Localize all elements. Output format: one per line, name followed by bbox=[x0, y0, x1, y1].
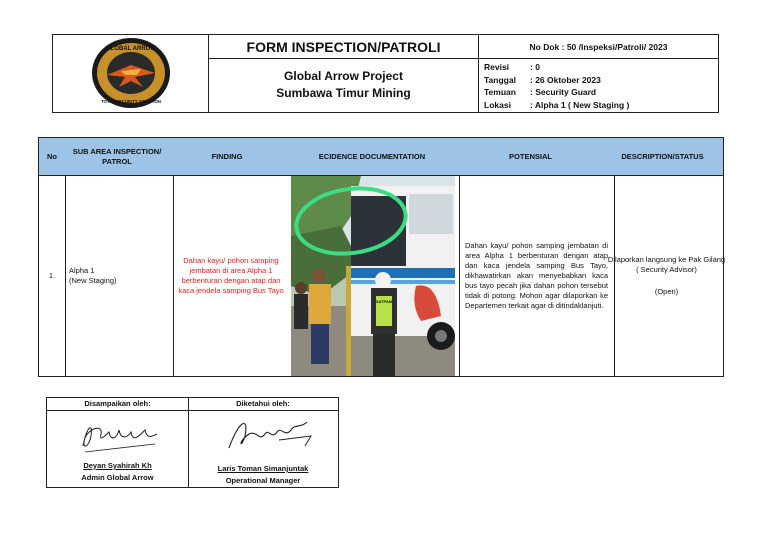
signer-left-name: Deyan Syahirah Kh bbox=[83, 461, 152, 470]
form-header bbox=[52, 34, 719, 113]
column-header-finding: FINDING bbox=[169, 138, 286, 176]
signer-left-role: Admin Global Arrow bbox=[81, 473, 154, 482]
document-meta bbox=[479, 59, 718, 112]
cell-status bbox=[602, 175, 731, 376]
meta-lokasi: Lokasi : Alpha 1 ( New Staging ) bbox=[484, 99, 630, 110]
meta-temuan: Temuan : Security Guard bbox=[484, 87, 597, 97]
status-value: (Open) bbox=[654, 286, 679, 296]
signature-right bbox=[219, 412, 319, 456]
cell-sub-area bbox=[65, 175, 174, 376]
vest-label: SATPAM bbox=[375, 299, 393, 304]
meta-revisi: Revisi : 0 bbox=[484, 62, 540, 72]
global-arrow-logo bbox=[91, 37, 171, 109]
column-header-no: No bbox=[39, 138, 66, 176]
cell-potensial: Dahan kayu/ pohon samping jembatan di area Alpha 1 berbenturan dengan atap dan kaca jendela samping Bus Tayo, dikhawatirkan akan menyebabkan kaca bus tayo pecah jika dahan pohon tersebut tidak di potong. Mohon agar dilaporkan ke Departemen terkait agar di ditindaklanjuti. bbox=[459, 175, 615, 376]
cell-finding: Dahan kayu/ pohon samping jembatan di area Alpha 1 berbenturan dengan atap dan kaca jendela samping Bus Tayo bbox=[169, 175, 294, 376]
signature-left bbox=[75, 416, 165, 456]
inspection-table bbox=[38, 137, 724, 377]
sub-area-line-1: Alpha 1 bbox=[69, 265, 95, 275]
signer-right-name: Laris Toman Simanjuntak bbox=[217, 464, 309, 473]
document-number: No Dok : 50 /Inspeksi/Patroli/ 2023 bbox=[479, 35, 718, 59]
cell-no: 1. bbox=[39, 175, 66, 376]
project-line-2: Sumbawa Timur Mining bbox=[276, 86, 411, 100]
form-title: FORM INSPECTION/PATROLI bbox=[209, 35, 479, 59]
logo-text-bottom: TOTAL SECURITY SOLUTION bbox=[100, 99, 162, 104]
sub-area-line-2: (New Staging) bbox=[69, 275, 117, 285]
column-header-status: DESCRIPTION/STATUS bbox=[602, 138, 723, 176]
project-name bbox=[209, 59, 479, 112]
column-header-potensial: POTENSIAL bbox=[459, 138, 603, 176]
signer-right-role: Operational Manager bbox=[225, 476, 301, 485]
column-header-evidence: ECIDENCE DOCUMENTATION bbox=[285, 138, 460, 176]
meta-tanggal: Tanggal : 26 Oktober 2023 bbox=[484, 74, 601, 85]
status-description: Dilaporkan langsung ke Pak Gilang ( Security Advisor) bbox=[607, 254, 726, 274]
column-header-sub-area: SUB AREA INSPECTION/ PATROL bbox=[65, 138, 170, 176]
signature-header-left: Disampaikan oleh: bbox=[47, 398, 189, 411]
logo-text-top: GLOBAL ARROW bbox=[106, 46, 156, 52]
signature-header-right: Diketahui oleh: bbox=[188, 398, 338, 411]
evidence-photo bbox=[291, 176, 455, 376]
logo-cell bbox=[53, 35, 209, 112]
project-line-1: Global Arrow Project bbox=[284, 69, 403, 83]
signature-table bbox=[46, 397, 339, 488]
